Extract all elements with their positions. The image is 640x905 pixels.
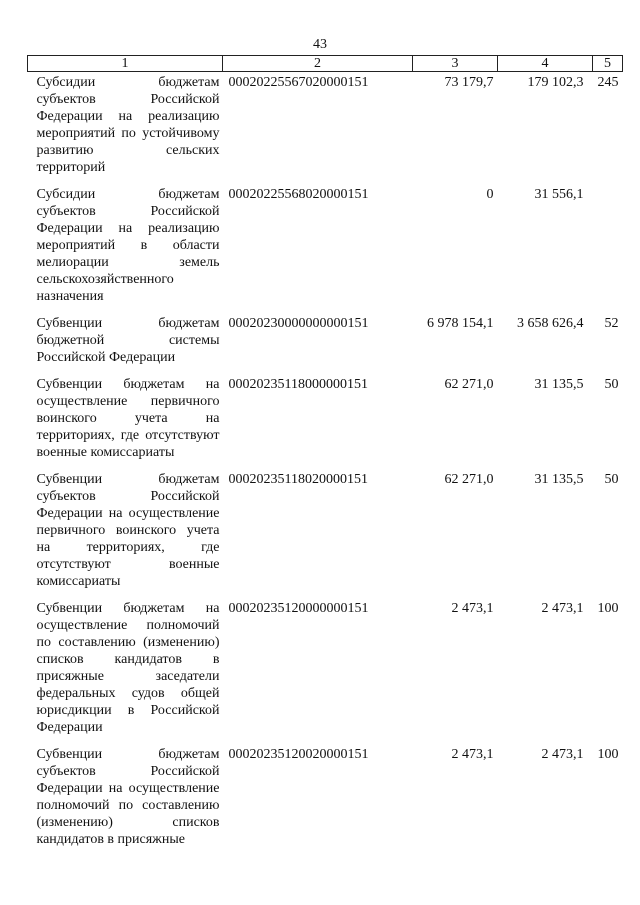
column-header-3: 3 — [413, 56, 498, 72]
row-value-5: 50 — [604, 472, 619, 487]
row-value-4: 179 102,3 — [527, 75, 584, 90]
budget-table — [27, 55, 623, 856]
row-name: Субвенции бюджетам субъектов Российской Федерации на осуществление полномочий по составлению (изменению) списков кандидатов в присяжные — [36, 747, 220, 847]
header-row — [28, 56, 623, 72]
row-value-4: 31 135,5 — [534, 472, 584, 487]
row-name: Субвенции бюджетам на осуществление первичного воинского учета на территориях, где отсутствуют военные комиссариаты — [36, 377, 220, 460]
table-row — [28, 184, 623, 313]
table-header — [28, 56, 623, 72]
row-code: 00020225568020000151 — [228, 187, 369, 202]
row-name: Субвенции бюджетам на осуществление полномочий по составлению (изменению) списков кандидатов в присяжные заседатели федеральных судов общей юрисдикции в Российской Федерации — [36, 601, 220, 735]
row-value-5: 100 — [597, 747, 619, 762]
table-row — [28, 313, 623, 374]
row-value-4: 2 473,1 — [541, 747, 584, 762]
column-header-2: 2 — [223, 56, 413, 72]
row-value-3: 2 473,1 — [451, 601, 494, 616]
row-value-5: 245 — [597, 75, 619, 90]
row-name: Субвенции бюджетам бюджетной системы Российской Федерации — [36, 316, 220, 365]
table-row — [28, 72, 623, 185]
row-value-4: 3 658 626,4 — [517, 316, 584, 331]
column-header-1: 1 — [28, 56, 223, 72]
row-value-3: 6 978 154,1 — [427, 316, 494, 331]
row-code: 00020235118000000151 — [228, 377, 368, 392]
row-name: Субвенции бюджетам субъектов Российской Федерации на осуществление первичного воинского учета на территориях, где отсутствуют военные комиссариаты — [36, 472, 220, 589]
row-code: 00020235118020000151 — [228, 472, 368, 487]
row-name: Субсидии бюджетам субъектов Российской Федерации на реализацию мероприятий по устойчивому развитию сельских территорий — [36, 75, 220, 175]
row-code: 00020225567020000151 — [228, 75, 369, 90]
row-value-5 — [593, 184, 623, 313]
row-value-4: 31 556,1 — [534, 187, 584, 202]
column-header-4: 4 — [498, 56, 593, 72]
row-value-3: 62 271,0 — [444, 377, 494, 392]
row-value-4: 31 135,5 — [534, 377, 584, 392]
row-value-4: 2 473,1 — [541, 601, 584, 616]
row-value-5: 100 — [597, 601, 619, 616]
row-value-3: 2 473,1 — [451, 747, 494, 762]
table-row — [28, 744, 623, 856]
row-value-5: 52 — [604, 316, 619, 331]
row-code: 00020235120000000151 — [228, 601, 369, 616]
row-code: 00020230000000000151 — [228, 316, 369, 331]
row-value-3: 73 179,7 — [444, 75, 494, 90]
row-value-5: 50 — [604, 377, 619, 392]
column-header-5: 5 — [593, 56, 623, 72]
page-number: 43 — [313, 37, 327, 52]
table-row — [28, 374, 623, 469]
row-code: 00020235120020000151 — [228, 747, 369, 762]
table-row — [28, 469, 623, 598]
row-value-3: 62 271,0 — [444, 472, 494, 487]
table-row — [28, 598, 623, 744]
row-value-3: 0 — [486, 187, 494, 202]
row-name: Субсидии бюджетам субъектов Российской Федерации на реализацию мероприятий в области мелиорации земель сельскохозяйственного назначения — [36, 187, 220, 304]
table-body — [28, 72, 623, 857]
